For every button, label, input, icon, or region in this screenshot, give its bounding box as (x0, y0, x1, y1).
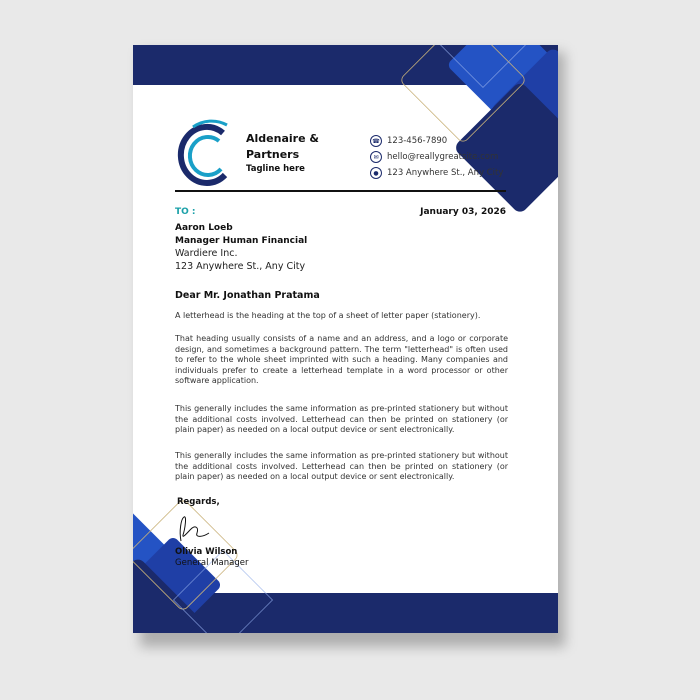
closing: Regards, (177, 497, 220, 507)
recipient-title: Manager Human Financial (175, 236, 308, 246)
body-paragraph-4: This generally includes the same information as pre-printed stationery but without the additional costs involved. Letterhead can then be printed on stationery (or plain paper) as needed on a local output device or sent electronically. (175, 451, 508, 482)
to-label: TO : (175, 207, 196, 217)
signer-title: General Manager (175, 558, 249, 568)
recipient-name: Aaron Loeb (175, 223, 233, 233)
contact-phone (370, 135, 447, 147)
company-name-line1: Aldenaire & (246, 132, 319, 145)
address-text: 123 Anywhere St., Any City (387, 168, 504, 178)
recipient-address: 123 Anywhere St., Any City (175, 261, 306, 272)
body-paragraph-2: That heading usually consists of a name and an address, and a logo or corporate design, and sometimes a background pattern. The term "letterhead" is often used to refer to the whole sheet imprinted with such a heading. Many companies and individuals prefer to create a letterhead template in a word processor or other software application. (175, 334, 508, 386)
company-logo (175, 119, 235, 189)
company-name (246, 131, 319, 163)
phone-text: 123-456-7890 (387, 136, 448, 146)
salutation: Dear Mr. Jonathan Pratama (175, 290, 320, 301)
email-icon: ✉ (370, 151, 382, 163)
contact-address (370, 167, 503, 179)
contact-email (370, 151, 498, 163)
signature (175, 511, 215, 545)
location-icon: ● (370, 167, 382, 179)
phone-icon: ☎ (370, 135, 382, 147)
letterhead-page (133, 45, 558, 633)
company-name-line2: Partners (246, 148, 300, 161)
header-divider (175, 190, 506, 192)
body-paragraph-1: A letterhead is the heading at the top of a sheet of letter paper (stationery). (175, 311, 481, 320)
body-paragraph-3: This generally includes the same information as pre-printed stationery but without the additional costs involved. Letterhead can then be printed on stationery (or plain paper) as needed on a local output device or sent electronically. (175, 404, 508, 435)
recipient-company: Wardiere Inc. (175, 248, 238, 259)
company-tagline: Tagline here (246, 164, 305, 174)
signer-name: Olivia Wilson (175, 547, 238, 557)
email-text: hello@reallygreatsite.com (387, 152, 499, 162)
letter-date: January 03, 2026 (420, 207, 506, 217)
